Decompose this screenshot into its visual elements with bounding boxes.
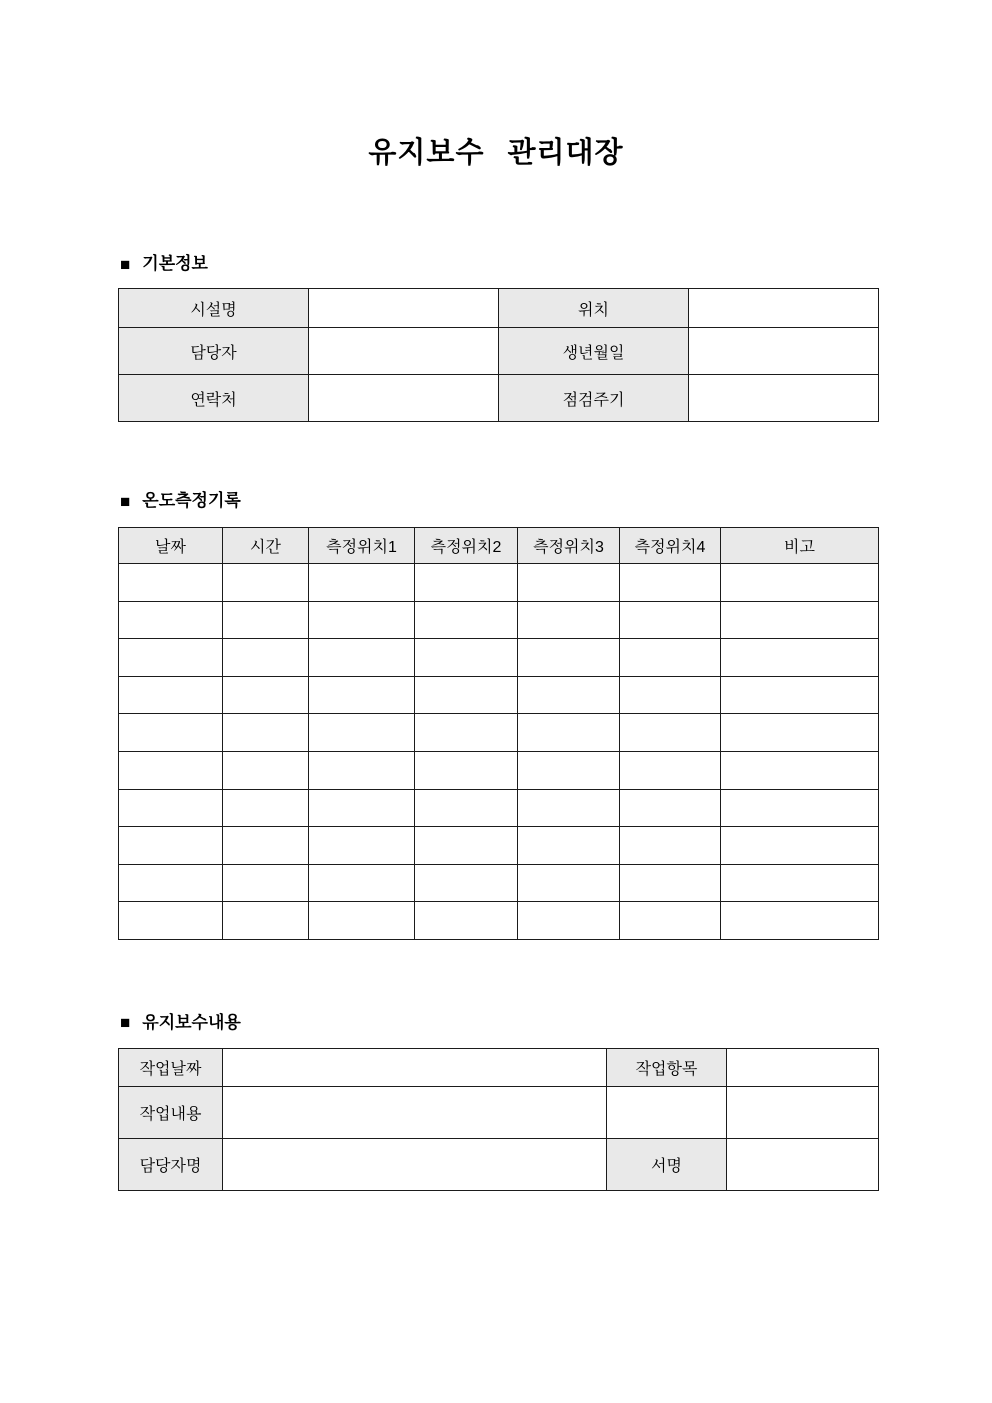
empty-data-cell[interactable] — [119, 639, 223, 677]
empty-data-cell[interactable] — [721, 714, 879, 752]
field-label-cell: 작업내용 — [119, 1086, 223, 1138]
field-value-cell[interactable] — [223, 1048, 607, 1086]
empty-data-cell[interactable] — [721, 601, 879, 639]
field-label-cell: 시설명 — [119, 289, 309, 328]
empty-data-cell[interactable] — [721, 751, 879, 789]
field-value-cell[interactable] — [309, 289, 499, 328]
empty-data-cell[interactable] — [415, 902, 518, 940]
section-title: 기본정보 — [142, 254, 208, 273]
field-value-cell[interactable] — [223, 1086, 607, 1138]
basic-info-table — [118, 288, 879, 422]
field-value-cell[interactable] — [309, 328, 499, 375]
empty-data-cell[interactable] — [119, 601, 223, 639]
empty-data-cell[interactable] — [518, 827, 620, 865]
table-row — [119, 328, 879, 375]
empty-data-cell[interactable] — [309, 714, 415, 752]
field-value-cell[interactable] — [727, 1086, 879, 1138]
field-value-cell[interactable] — [689, 328, 879, 375]
empty-data-cell[interactable] — [415, 639, 518, 677]
empty-data-cell[interactable] — [309, 827, 415, 865]
empty-data-cell[interactable] — [119, 864, 223, 902]
empty-data-cell[interactable] — [518, 639, 620, 677]
empty-data-cell[interactable] — [620, 751, 721, 789]
empty-data-cell[interactable] — [620, 714, 721, 752]
table-row — [119, 789, 879, 827]
section-bullet-icon: ■ — [120, 254, 131, 274]
empty-data-cell[interactable] — [721, 639, 879, 677]
section-basic-info — [118, 254, 878, 422]
field-value-cell[interactable] — [727, 1138, 879, 1190]
document-title: 유지보수 관리대장 — [368, 137, 624, 169]
empty-data-cell[interactable] — [415, 789, 518, 827]
empty-data-cell[interactable] — [518, 601, 620, 639]
empty-data-cell[interactable] — [620, 639, 721, 677]
empty-data-cell[interactable] — [415, 751, 518, 789]
empty-data-cell[interactable] — [223, 564, 309, 602]
section-bullet-icon: ■ — [120, 491, 131, 511]
empty-data-cell[interactable] — [721, 902, 879, 940]
empty-data-cell[interactable] — [721, 789, 879, 827]
maintenance-table — [118, 1048, 879, 1191]
table-header-row — [119, 528, 879, 564]
empty-data-cell[interactable] — [721, 564, 879, 602]
column-header-cell: 측정위치4 — [620, 528, 721, 564]
empty-data-cell[interactable] — [119, 827, 223, 865]
table-row — [119, 639, 879, 677]
section-maintenance — [118, 1013, 878, 1191]
temperature-log-table — [118, 527, 879, 940]
empty-data-cell[interactable] — [415, 676, 518, 714]
empty-data-cell[interactable] — [518, 564, 620, 602]
field-value-cell[interactable] — [309, 375, 499, 422]
empty-data-cell[interactable] — [223, 827, 309, 865]
table-row — [119, 375, 879, 422]
field-label-cell: 담당자명 — [119, 1138, 223, 1190]
empty-data-cell[interactable] — [223, 902, 309, 940]
empty-data-cell[interactable] — [309, 639, 415, 677]
table-row — [119, 601, 879, 639]
empty-data-cell[interactable] — [119, 751, 223, 789]
empty-data-cell[interactable] — [620, 827, 721, 865]
empty-data-cell[interactable] — [721, 827, 879, 865]
table-row — [119, 676, 879, 714]
column-header-cell: 측정위치1 — [309, 528, 415, 564]
empty-data-cell[interactable] — [518, 864, 620, 902]
empty-data-cell[interactable] — [309, 789, 415, 827]
column-header-cell: 측정위치3 — [518, 528, 620, 564]
empty-data-cell[interactable] — [223, 601, 309, 639]
empty-data-cell[interactable] — [223, 751, 309, 789]
document-content — [118, 254, 878, 1191]
empty-data-cell[interactable] — [309, 864, 415, 902]
empty-data-cell[interactable] — [309, 751, 415, 789]
empty-data-cell[interactable] — [518, 902, 620, 940]
field-value-cell[interactable] — [689, 289, 879, 328]
section-heading-temperature-log — [118, 491, 878, 511]
column-header-cell: 측정위치2 — [415, 528, 518, 564]
field-label-cell: 작업항목 — [607, 1048, 727, 1086]
table-row — [119, 864, 879, 902]
empty-data-cell[interactable] — [518, 714, 620, 752]
empty-data-cell[interactable] — [415, 864, 518, 902]
empty-data-cell[interactable] — [620, 864, 721, 902]
empty-data-cell[interactable] — [620, 601, 721, 639]
column-header-cell: 비고 — [721, 528, 879, 564]
section-title: 온도측정기록 — [142, 491, 241, 510]
field-value-cell[interactable] — [689, 375, 879, 422]
empty-data-cell[interactable] — [415, 827, 518, 865]
empty-data-cell[interactable] — [223, 676, 309, 714]
field-label-cell: 생년월일 — [499, 328, 689, 375]
empty-data-cell[interactable] — [119, 789, 223, 827]
field-label-cell: 작업날짜 — [119, 1048, 223, 1086]
empty-data-cell[interactable] — [309, 564, 415, 602]
section-heading-basic-info — [118, 254, 878, 274]
table-row — [119, 827, 879, 865]
field-label-cell: 점검주기 — [499, 375, 689, 422]
empty-data-cell[interactable] — [309, 676, 415, 714]
field-value-cell[interactable] — [727, 1048, 879, 1086]
field-label-cell: 연락처 — [119, 375, 309, 422]
table-row — [119, 289, 879, 328]
empty-data-cell[interactable] — [223, 714, 309, 752]
empty-data-cell[interactable] — [518, 676, 620, 714]
table-row — [119, 1048, 879, 1086]
empty-data-cell[interactable] — [309, 902, 415, 940]
column-header-cell: 시간 — [223, 528, 309, 564]
section-title: 유지보수내용 — [142, 1012, 241, 1032]
empty-data-cell[interactable] — [119, 564, 223, 602]
table-row — [119, 751, 879, 789]
table-row — [119, 902, 879, 940]
empty-data-cell[interactable] — [620, 564, 721, 602]
table-row — [119, 1086, 879, 1138]
section-temperature-log — [118, 491, 878, 940]
empty-data-cell[interactable] — [309, 601, 415, 639]
field-label-cell: 서명 — [607, 1138, 727, 1190]
table-row — [119, 564, 879, 602]
empty-data-cell[interactable] — [415, 564, 518, 602]
empty-data-cell[interactable] — [721, 676, 879, 714]
empty-data-cell[interactable] — [223, 864, 309, 902]
column-header-cell: 날짜 — [119, 528, 223, 564]
empty-data-cell[interactable] — [721, 864, 879, 902]
empty-data-cell[interactable] — [223, 789, 309, 827]
empty-data-cell[interactable] — [119, 676, 223, 714]
table-row — [119, 1138, 879, 1190]
field-label-cell: 담당자 — [119, 328, 309, 375]
empty-data-cell[interactable] — [415, 601, 518, 639]
section-heading-maintenance — [118, 1013, 878, 1033]
empty-data-cell[interactable] — [119, 902, 223, 940]
table-row — [119, 714, 879, 752]
field-value-cell[interactable] — [223, 1138, 607, 1190]
empty-data-cell[interactable] — [620, 676, 721, 714]
empty-data-cell[interactable] — [620, 902, 721, 940]
empty-data-cell[interactable] — [518, 751, 620, 789]
empty-data-cell[interactable] — [119, 714, 223, 752]
empty-data-cell[interactable] — [415, 714, 518, 752]
empty-data-cell[interactable] — [518, 789, 620, 827]
section-bullet-icon: ■ — [120, 1013, 131, 1033]
field-value-cell[interactable] — [607, 1086, 727, 1138]
field-label-cell: 위치 — [499, 289, 689, 328]
empty-data-cell[interactable] — [620, 789, 721, 827]
empty-data-cell[interactable] — [223, 639, 309, 677]
